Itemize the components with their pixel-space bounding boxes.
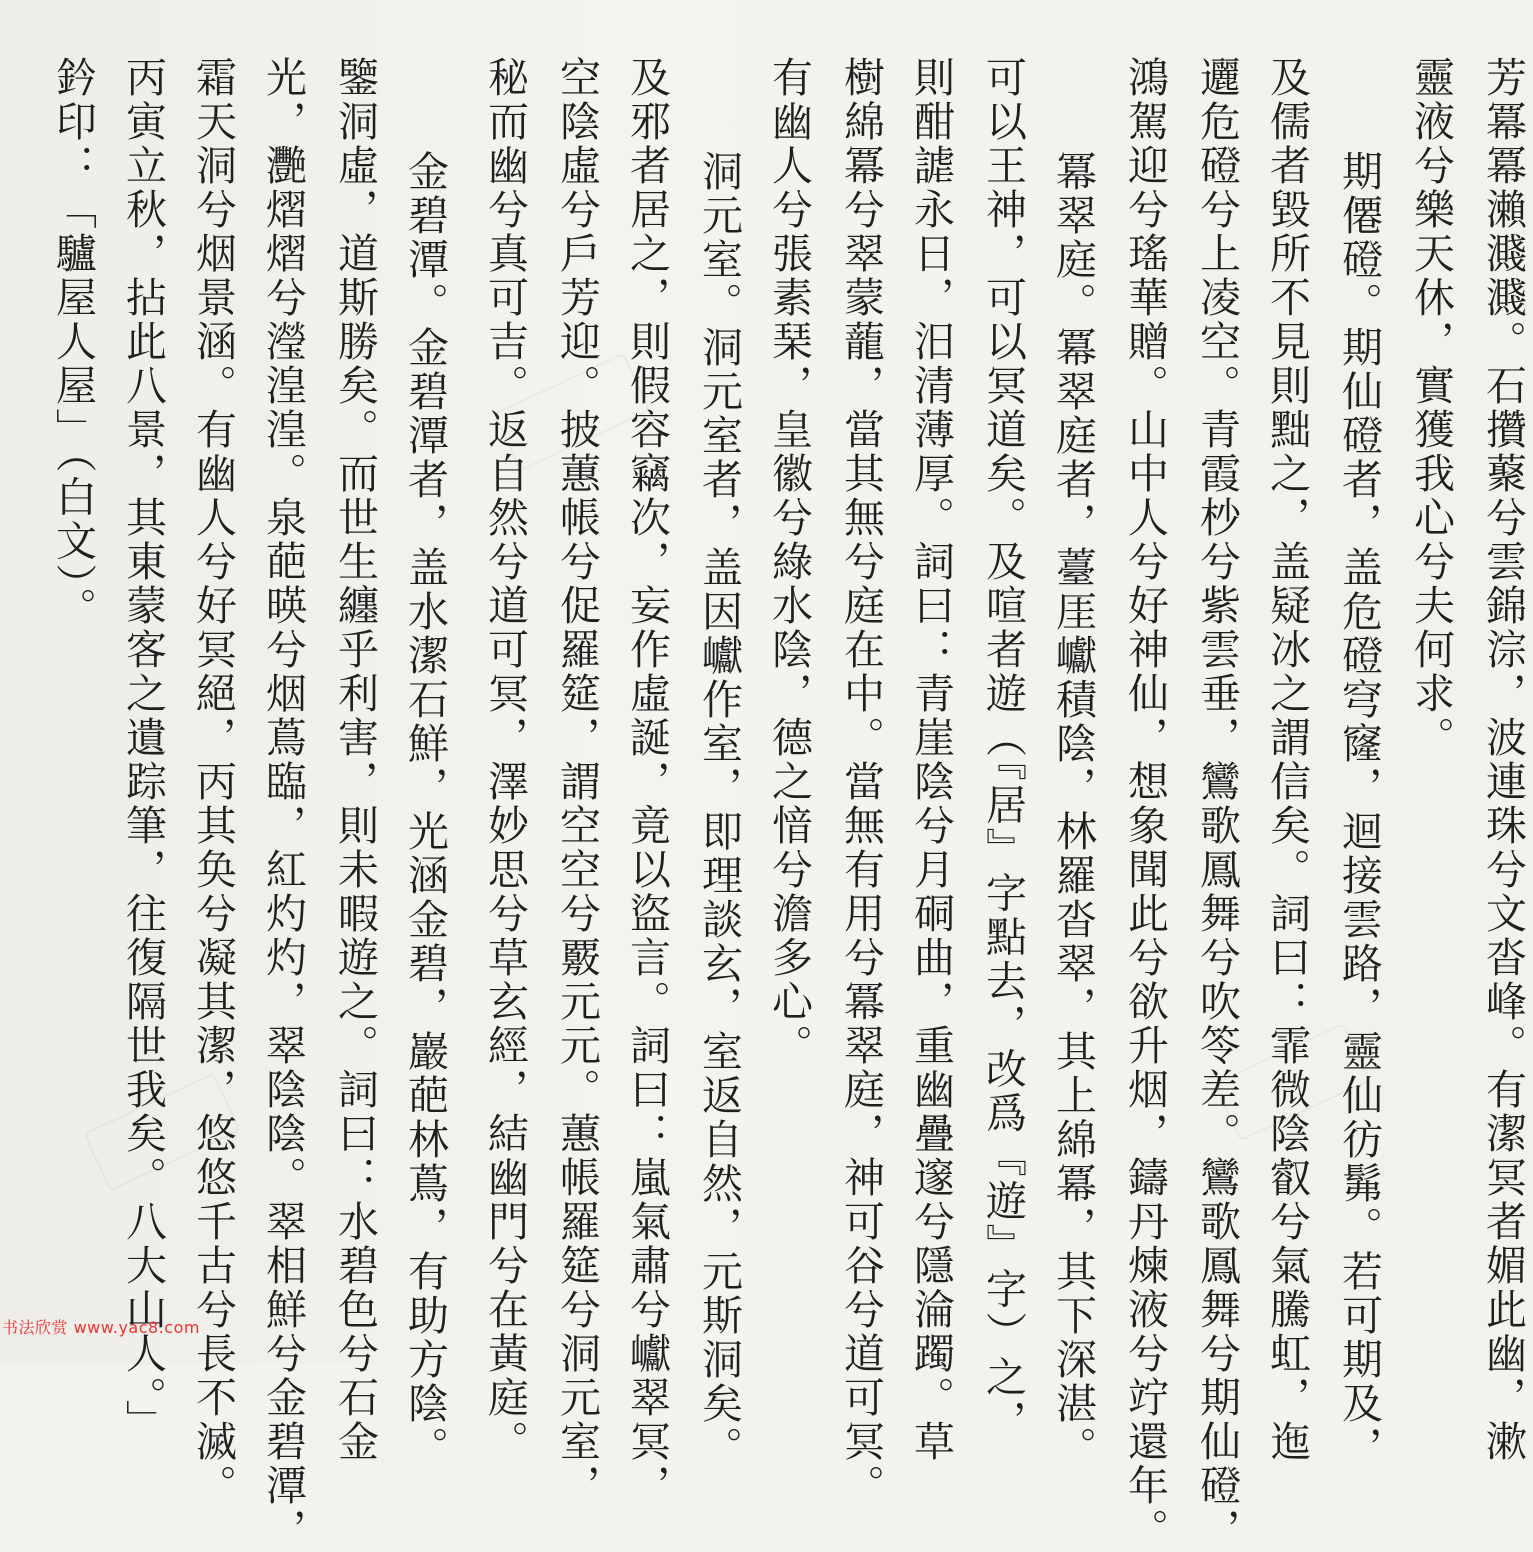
text-column: 及儒者毀所不見則黜之，盖疑冰之謂信矣。詞曰：霏微陰叡兮氣騰虹，迤 bbox=[1263, 56, 1311, 1464]
text-column: 秘而幽兮真可吉。返自然兮道可冥，澤妙思兮草玄經，結幽門兮在黃庭。 bbox=[481, 56, 529, 1464]
site-watermark: 书法欣赏 www.yac8.com bbox=[2, 1318, 200, 1337]
text-column: 有幽人兮張素琹，皇徽兮綠水陰，德之愔兮澹多心。 bbox=[765, 56, 813, 1068]
text-column: 可以王神，可以冥道矣。及喧者遊（『居』字點去，改爲『遊』字）之， bbox=[979, 56, 1027, 1444]
text-column: 空陰虛兮戶芳迎。披蕙帳兮促羅筵，謂空空兮覈元元。蕙帳羅筵兮洞元室， bbox=[553, 56, 601, 1508]
text-column: 金碧潭。金碧潭者，盖水潔石鮮，光涵金碧，巖葩林蔦，有助方陰。 bbox=[401, 150, 449, 1470]
text-column: 光，灧熠熠兮瀅湟湟。泉葩暎兮烟蔦臨，紅灼灼，翠陰陰。翠相鮮兮金碧潭， bbox=[259, 56, 307, 1552]
text-column: 洞元室。洞元室者，盖因巘作室，即理談玄，室返自然，元斯洞矣。 bbox=[695, 150, 743, 1470]
text-column: 鴻駕迎兮瑤華贈。山中人兮好神仙，想象聞此兮欲升烟，鑄丹煉液兮竚還年。 bbox=[1121, 56, 1169, 1552]
text-column: 丙寅立秋，拈此八景，其東蒙客之遺踪筆，往復隔世我矣。八大山人。」 bbox=[119, 56, 167, 1444]
text-column: 及邪者居之，則假容竊次，妄作虛誕，竟以盜言。詞曰：嵐氣肅兮巘翠冥， bbox=[623, 56, 671, 1508]
text-column: 鈐印：「驢屋人屋」（白文）。 bbox=[49, 56, 97, 631]
text-column: 霜天洞兮烟景涵。有幽人兮好冥絕，丙其奂兮凝其潔，悠悠千古兮長不滅。 bbox=[189, 56, 237, 1508]
text-column: 鑒洞虛，道斯勝矣。而世生纏乎利害，則未暇遊之。詞曰：水碧色兮石金 bbox=[331, 56, 379, 1464]
text-column: 冪翠庭。冪翠庭者，薹厓巘積陰，林羅沓翠，其上綿冪，其下深湛。 bbox=[1049, 150, 1097, 1470]
text-column: 芳冪冪瀨濺濺。石攢藂兮雲錦淙，波連珠兮文沓峰。有潔冥者媚此幽，漱 bbox=[1479, 56, 1527, 1464]
text-column: 邐危磴兮上凌空。青霞杪兮紫雲垂，鸞歌鳳舞兮吹笭差。鸞歌鳳舞兮期仙磴， bbox=[1193, 56, 1241, 1552]
text-column: 樹綿冪兮翠蒙蘢，當其無兮庭在中。當無有用兮冪翠庭，神可谷兮道可冥。 bbox=[837, 56, 885, 1508]
text-column: 則酣謔永日，汨清薄厚。詞曰：青崖陰兮月硐曲，重幽疊邃兮隱淪躅。草 bbox=[907, 56, 955, 1464]
text-column: 靈液兮樂天休，實獲我心兮夫何求。 bbox=[1407, 56, 1455, 760]
text-column: 期僊磴。期仙磴者，盖危磴穹窿，迴接雲路，靈仙彷髴。若可期及， bbox=[1335, 150, 1383, 1470]
